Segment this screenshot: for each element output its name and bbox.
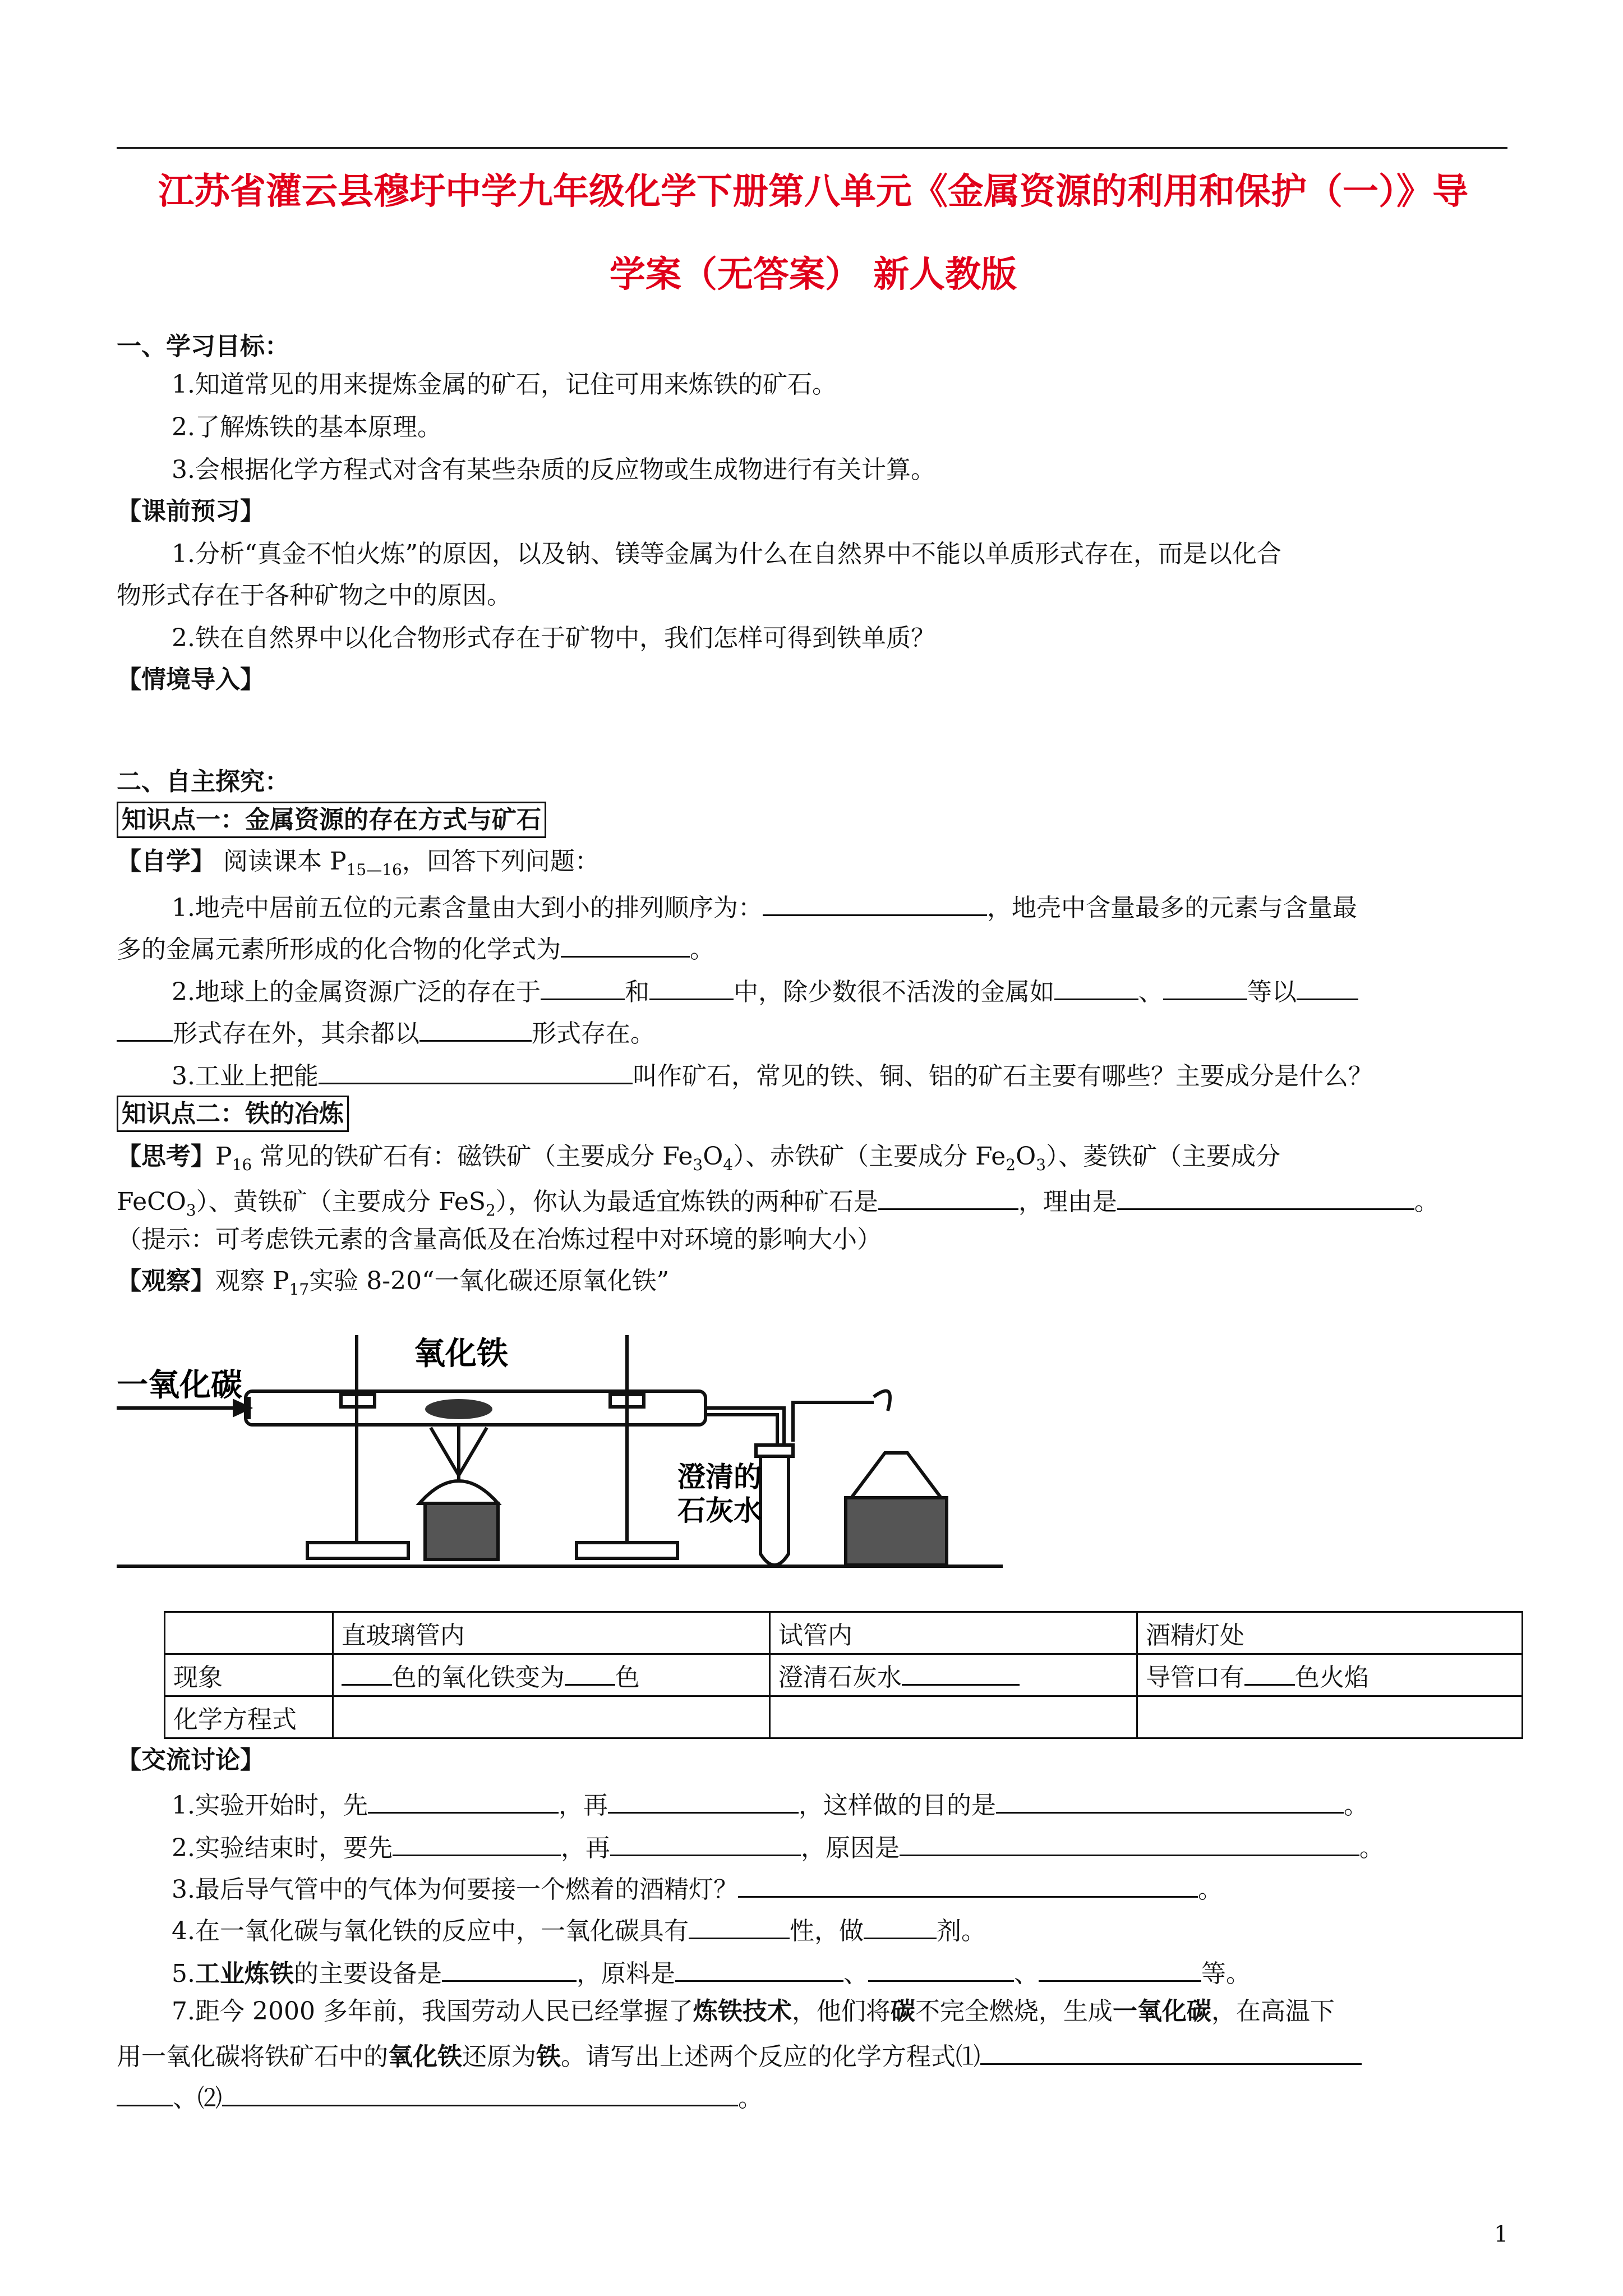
document-title-line1: 江苏省灌云县穆圩中学九年级化学下册第八单元《金属资源的利用和保护（一）》导 (158, 171, 1468, 213)
answer-blank[interactable] (541, 976, 625, 1000)
observe-text: 实验 8-20“一氧化碳还原氧化铁” (309, 1267, 670, 1295)
q-text: 1.实验开始时，先 (172, 1791, 368, 1820)
formula-sub: 3 (693, 1155, 703, 1174)
q-text: ，再 (560, 1834, 610, 1862)
q-text: 。 (1359, 1834, 1384, 1862)
flame-icon (874, 1391, 890, 1411)
document-title-line2: 学案（无答案） 新人教版 (609, 254, 1017, 296)
q3-text-b: 叫作矿石，常见的铁、铜、铝的矿石主要有哪些？主要成分是什么？ (632, 1062, 1373, 1091)
alcohol-lamp-right (851, 1453, 941, 1498)
q-text: ，原料是 (576, 1959, 675, 1988)
kp1-question-2a (172, 976, 1358, 1005)
q3-text-a: 3.工业上把能 (172, 1062, 319, 1091)
preview-question-1a: 1.分析“真金不怕火炼”的原因，以及钠、镁等金属为什么在自然界中不能以单质形式存在，而是以化合 (172, 540, 1281, 568)
answer-blank[interactable] (368, 1789, 559, 1814)
self-study-label: 【自学】 (117, 847, 215, 876)
answer-blank[interactable] (996, 1789, 1344, 1814)
discussion-q3 (172, 1874, 1223, 1902)
cell-testtube-phenomenon (769, 1654, 1137, 1696)
answer-blank[interactable] (902, 1662, 1020, 1686)
answer-blank[interactable] (442, 1958, 577, 1982)
answer-blank[interactable] (868, 1958, 1014, 1982)
formula-sub: 2 (486, 1200, 496, 1220)
label-limewater-1: 澄清的 (677, 1461, 762, 1493)
answer-blank[interactable] (1163, 976, 1247, 1000)
answer-blank[interactable] (689, 1915, 790, 1939)
header-rule (117, 147, 1507, 149)
self-study-line (117, 849, 600, 878)
q-text-bold: 工业炼铁 (195, 1959, 294, 1988)
q-text: 的主要设备是 (293, 1959, 442, 1988)
cell-text: 色 (615, 1663, 640, 1692)
formula-sub: 3 (1036, 1155, 1046, 1174)
answer-blank[interactable] (117, 1018, 173, 1042)
table-row (165, 1696, 1523, 1738)
formula-text: O (1016, 1142, 1036, 1171)
label-limewater-2: 石灰水 (677, 1494, 762, 1527)
cell-text: 导管口有 (1146, 1663, 1245, 1692)
label-co: 一氧化碳 (117, 1367, 242, 1404)
q-text: ，在高温下 (1211, 1997, 1335, 2026)
page-number: 1 (1494, 2221, 1509, 2247)
page-sub: 17 (289, 1280, 310, 1299)
observe-text: 观察 P (215, 1267, 289, 1295)
q2-text-f: 形式存在外，其余都以 (173, 1019, 419, 1048)
q-text: 不完全燃烧，生成 (915, 1997, 1113, 2026)
formula-sub: 2 (1006, 1155, 1016, 1174)
knowledge-point-2-title: 知识点二：铁的冶炼 (117, 1096, 349, 1132)
discussion-q7a (172, 1999, 1335, 2024)
q1-text-c: 多的金属元素所形成的化合物的化学式为 (117, 935, 561, 964)
think-text: ）、赤铁矿（主要成分 Fe (733, 1142, 1006, 1171)
formula-text: O (703, 1142, 723, 1171)
q-text: 等。 (1201, 1959, 1251, 1988)
q-text: ，这样做的目的是 (798, 1791, 996, 1820)
intro-heading: 【情境导入】 (117, 665, 265, 694)
self-study-text-end: ，回答下列问题： (402, 847, 600, 876)
kp1-question-2b (117, 1018, 655, 1046)
lamp-block-left (425, 1503, 498, 1559)
exhaust-tube (793, 1402, 874, 1442)
answer-blank[interactable] (319, 1060, 633, 1084)
q2-text-c: 中，除少数很不活泼的金属如 (733, 978, 1054, 1006)
q-text: 剂。 (936, 1917, 986, 1945)
page-sub: 16 (232, 1155, 252, 1174)
answer-blank[interactable] (738, 1874, 1198, 1898)
preview-question-1b: 物形式存在于各种矿物之中的原因。 (117, 581, 511, 610)
q2-text-g: 形式存在。 (532, 1019, 655, 1048)
answer-blank[interactable] (610, 1832, 801, 1856)
answer-blank[interactable] (1054, 976, 1138, 1000)
test-tube (760, 1456, 789, 1565)
goal-item-1: 1.知道常见的用来提炼金属的矿石，记住可用来炼铁的矿石。 (172, 370, 837, 399)
formula-sub: 4 (723, 1155, 734, 1174)
q-text: 用一氧化碳将铁矿石中的 (117, 2042, 388, 2071)
cell-text: 色火焰 (1295, 1663, 1370, 1692)
knowledge-point-1-title: 知识点一：金属资源的存在方式与矿石 (117, 802, 546, 838)
table-header-cell (165, 1612, 333, 1654)
co-reduction-apparatus-diagram (117, 1313, 1003, 1604)
discussion-q2 (172, 1832, 1384, 1861)
think-text: ），你认为最适宜炼铁的两种矿石是 (495, 1188, 878, 1216)
section-heading-explore: 二、自主探究： (117, 767, 289, 796)
q-text: 7.距今 2000 多年前，我国劳动人民已经掌握了 (172, 1997, 693, 2026)
test-tube-stopper (756, 1445, 793, 1456)
think-text: ）、菱铁矿（主要成分 (1046, 1142, 1281, 1171)
q2-text-a: 2.地球上的金属资源广泛的存在于 (172, 978, 541, 1006)
answer-blank[interactable] (1117, 1186, 1414, 1210)
answer-blank[interactable] (878, 1186, 1018, 1210)
observe-label: 【观察】 (117, 1267, 215, 1295)
cell-lamp-phenomenon (1137, 1654, 1523, 1696)
think-text: ，理由是 (1018, 1188, 1117, 1216)
think-text: ）、黄铁矿（主要成分 FeS (196, 1188, 486, 1216)
q1-text-b: ，地壳中含量最多的元素与含量最 (986, 894, 1357, 922)
q-text: 、 (843, 1959, 868, 1988)
think-text: 常见的铁矿石有：磁铁矿（主要成分 Fe (252, 1142, 693, 1171)
formula-sub: 3 (186, 1200, 196, 1220)
think-text: P (215, 1142, 232, 1171)
observation-table (164, 1611, 1523, 1739)
q-text-bold: 碳 (890, 1997, 915, 2026)
q-text: 2.实验结束时，要先 (172, 1834, 393, 1862)
q-text: 还原为 (462, 2042, 536, 2071)
lamp-block-right (846, 1498, 947, 1565)
table-row (165, 1612, 1523, 1654)
think-label: 【思考】 (117, 1142, 215, 1171)
q-text: 。 (1343, 1791, 1368, 1820)
q-text: ，他们将 (791, 1997, 891, 2026)
answer-blank[interactable] (561, 933, 690, 958)
answer-blank[interactable] (565, 1662, 615, 1686)
answer-blank[interactable] (393, 1832, 561, 1856)
answer-blank[interactable] (1039, 1958, 1201, 1982)
observe-line (117, 1269, 669, 1297)
self-study-text: 阅读课本 P (223, 847, 347, 876)
q-text: 、⑵ (173, 2084, 222, 2113)
answer-blank[interactable] (763, 892, 987, 916)
answer-blank[interactable] (1297, 976, 1358, 1000)
q-text: 4.在一氧化碳与氧化铁的反应中，一氧化碳具有 (172, 1917, 689, 1945)
label-iron-oxide: 氧化铁 (414, 1336, 508, 1372)
discussion-q7b (117, 2041, 1362, 2069)
q-text: ，再 (558, 1791, 608, 1820)
think-line-1 (117, 1144, 1280, 1173)
cell-tube-phenomenon (333, 1654, 769, 1696)
formula-text: FeCO (117, 1188, 186, 1216)
think-line-2 (117, 1186, 1439, 1218)
q-text-bold: 氧化铁 (388, 2042, 462, 2071)
table-header-cell: 试管内 (769, 1612, 1137, 1654)
equation-cell[interactable] (769, 1696, 1137, 1738)
equation-cell[interactable] (333, 1696, 769, 1738)
q-text-bold: 铁 (536, 2042, 561, 2071)
q-text: 。 (1197, 1875, 1223, 1904)
discussion-q7c (117, 2082, 763, 2111)
preview-heading: 【课前预习】 (117, 497, 265, 526)
table-header-cell: 直玻璃管内 (333, 1612, 769, 1654)
iron-oxide-powder (425, 1399, 492, 1419)
answer-blank[interactable] (649, 976, 734, 1000)
section-heading-goals: 一、学习目标： (117, 332, 289, 361)
stand-base-right (577, 1543, 677, 1558)
answer-blank[interactable] (864, 1915, 937, 1939)
kp1-question-1b (117, 933, 714, 962)
answer-blank[interactable] (608, 1789, 799, 1814)
q2-text-b: 和 (624, 978, 649, 1006)
q-text: 。 (738, 2084, 763, 2113)
row-label-equation: 化学方程式 (165, 1696, 333, 1738)
goal-item-2: 2.了解炼铁的基本原理。 (172, 413, 442, 441)
cell-text: 澄清石灰水 (778, 1663, 902, 1692)
cell-text: 色的氧化铁变为 (391, 1663, 565, 1692)
q-text: 。请写出上述两个反应的化学方程式⑴ (561, 2042, 980, 2071)
answer-blank[interactable] (419, 1018, 532, 1042)
q2-text-e: 等以 (1247, 978, 1297, 1006)
table-row (165, 1654, 1523, 1696)
q1-text-d: 。 (690, 935, 714, 964)
row-label-phenomenon: 现象 (165, 1654, 333, 1696)
table-header-cell: 酒精灯处 (1137, 1612, 1523, 1654)
discussion-heading: 【交流讨论】 (117, 1746, 265, 1774)
preview-question-2: 2.铁在自然界中以化合物形式存在于矿物中，我们怎样可得到铁单质？ (172, 624, 935, 652)
answer-blank[interactable] (117, 2082, 173, 2106)
q-text-bold: 炼铁技术 (693, 1997, 792, 2026)
answer-blank[interactable] (222, 2082, 738, 2106)
page-range-sub: 15—16 (346, 860, 402, 879)
equation-cell[interactable] (1137, 1696, 1523, 1738)
burner-bell (419, 1481, 498, 1503)
kp1-question-3 (172, 1060, 1373, 1089)
q-text: 性，做 (789, 1917, 864, 1945)
q-text-bold: 一氧化碳 (1112, 1997, 1211, 2026)
answer-blank[interactable] (980, 2041, 1362, 2065)
hint-line: （提示：可考虑铁元素的含量高低及在冶炼过程中对环境的影响大小） (117, 1225, 882, 1254)
discussion-q1 (172, 1789, 1368, 1818)
discussion-q4 (172, 1915, 986, 1944)
q2-text-d: 、 (1138, 978, 1163, 1006)
think-text: 。 (1414, 1188, 1439, 1216)
kp1-question-1a (172, 892, 1357, 921)
q-text: 、 (1013, 1959, 1039, 1988)
q-text: 3.最后导气管中的气体为何要接一个燃着的酒精灯？ (172, 1875, 738, 1904)
goal-item-3: 3.会根据化学方程式对含有某些杂质的反应物或生成物进行有关计算。 (172, 455, 935, 484)
answer-blank[interactable] (342, 1662, 392, 1686)
discussion-q5 (172, 1958, 1251, 1986)
q-text: ，原因是 (800, 1834, 900, 1862)
stand-base-left (307, 1543, 408, 1558)
q1-text-a: 1.地壳中居前五位的元素含量由大到小的排列顺序为： (172, 894, 763, 922)
answer-blank[interactable] (1244, 1662, 1295, 1686)
answer-blank[interactable] (675, 1958, 843, 1982)
answer-blank[interactable] (900, 1832, 1359, 1856)
q-text: 5. (172, 1959, 195, 1988)
